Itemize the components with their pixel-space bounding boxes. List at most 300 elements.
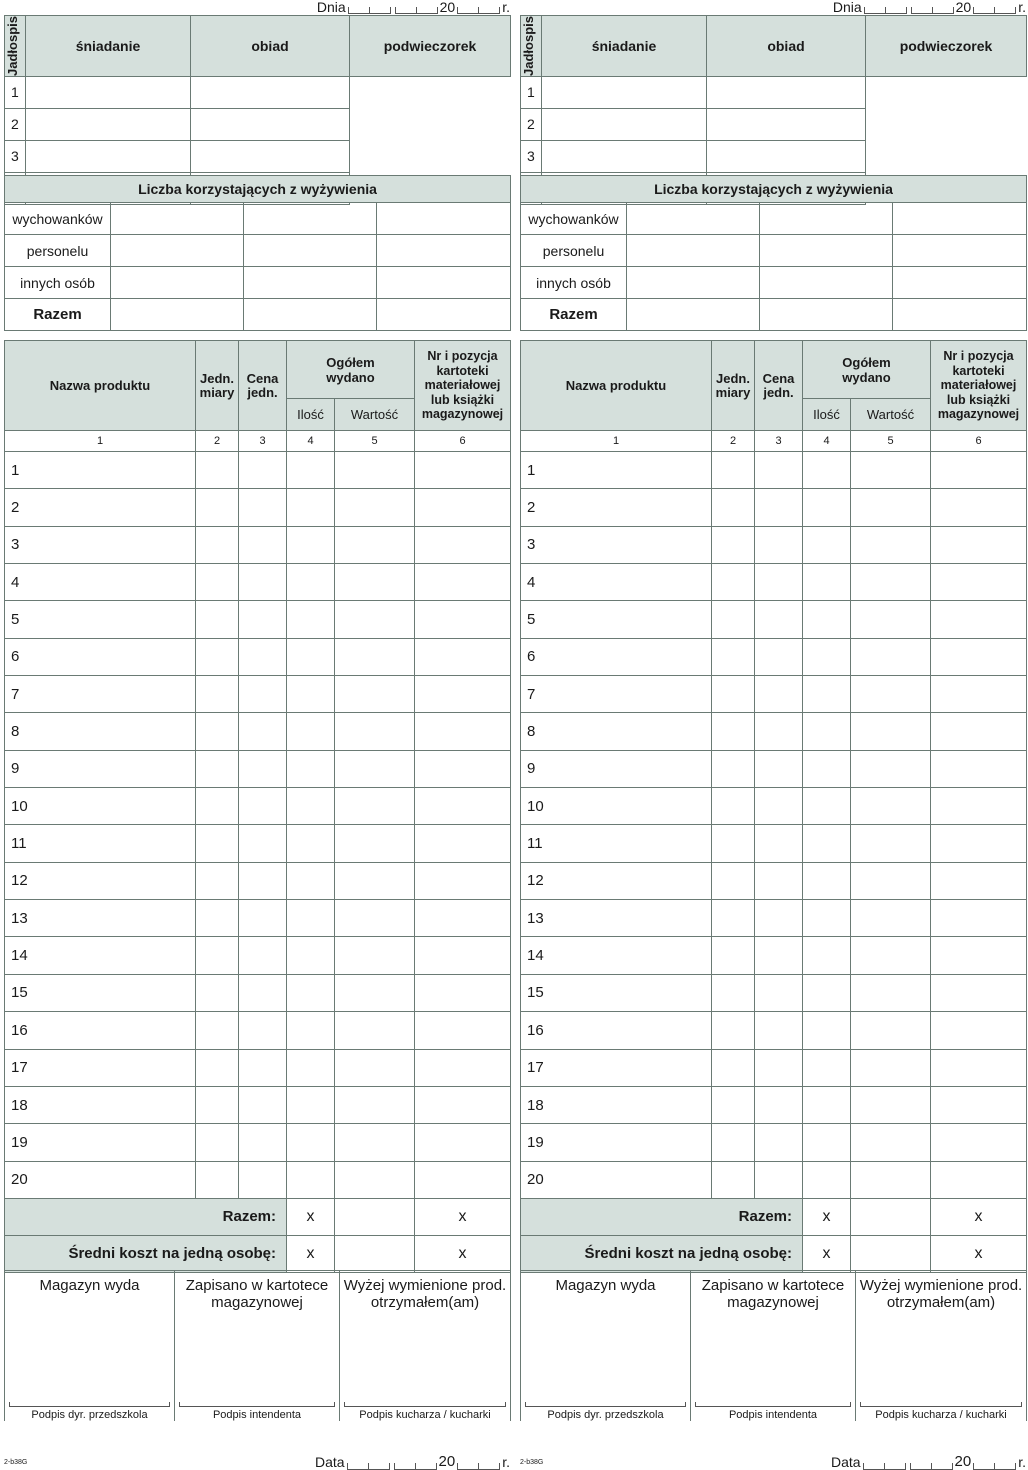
product-cell[interactable] bbox=[415, 526, 511, 563]
footer-day-field[interactable] bbox=[347, 1460, 390, 1470]
product-cell[interactable] bbox=[239, 1161, 287, 1198]
product-cell[interactable] bbox=[851, 1124, 931, 1161]
menu-row-number: 1 bbox=[5, 76, 26, 108]
count-cell[interactable] bbox=[244, 235, 377, 267]
product-row-number: 12 bbox=[5, 862, 196, 899]
product-cell[interactable] bbox=[712, 676, 755, 713]
count-cell[interactable] bbox=[377, 203, 511, 235]
product-cell[interactable] bbox=[415, 1161, 511, 1198]
product-cell[interactable] bbox=[196, 937, 239, 974]
count-cell[interactable] bbox=[627, 299, 760, 331]
product-cell[interactable] bbox=[931, 489, 1027, 526]
product-cell[interactable] bbox=[712, 489, 755, 526]
product-row bbox=[5, 900, 511, 937]
footer-date-suffix: r. bbox=[502, 1454, 510, 1470]
product-cell[interactable] bbox=[851, 937, 931, 974]
product-cell[interactable] bbox=[931, 862, 1027, 899]
product-cell[interactable] bbox=[415, 1086, 511, 1123]
count-cell[interactable] bbox=[627, 267, 760, 299]
product-cell[interactable] bbox=[755, 862, 803, 899]
product-cell[interactable] bbox=[755, 1086, 803, 1123]
product-cell[interactable] bbox=[335, 638, 415, 675]
count-cell[interactable] bbox=[111, 299, 244, 331]
product-cell[interactable] bbox=[287, 1012, 335, 1049]
product-cell[interactable] bbox=[931, 713, 1027, 750]
product-cell[interactable] bbox=[803, 713, 851, 750]
product-cell[interactable] bbox=[335, 937, 415, 974]
menu-cell[interactable] bbox=[26, 108, 191, 140]
count-cell[interactable] bbox=[893, 203, 1027, 235]
product-cell[interactable] bbox=[803, 1124, 851, 1161]
product-cell[interactable] bbox=[196, 1124, 239, 1161]
footer-date-century: 20 bbox=[954, 1453, 972, 1470]
product-cell[interactable] bbox=[712, 564, 755, 601]
product-cell[interactable] bbox=[712, 825, 755, 862]
product-cell[interactable] bbox=[335, 1161, 415, 1198]
product-cell[interactable] bbox=[755, 1012, 803, 1049]
product-cell[interactable] bbox=[196, 526, 239, 563]
signature-caption: Podpis kucharza / kucharki bbox=[875, 1408, 1007, 1421]
product-cell[interactable] bbox=[851, 713, 931, 750]
menu-cell[interactable] bbox=[542, 76, 707, 108]
product-cell[interactable] bbox=[335, 564, 415, 601]
product-cell[interactable] bbox=[335, 1012, 415, 1049]
product-cell[interactable] bbox=[755, 900, 803, 937]
product-cell[interactable] bbox=[335, 489, 415, 526]
product-cell[interactable] bbox=[287, 825, 335, 862]
product-cell[interactable] bbox=[712, 452, 755, 489]
product-cell[interactable] bbox=[851, 900, 931, 937]
product-cell[interactable] bbox=[931, 1049, 1027, 1086]
product-cell[interactable] bbox=[712, 1086, 755, 1123]
product-cell[interactable] bbox=[239, 526, 287, 563]
product-cell[interactable] bbox=[239, 937, 287, 974]
product-cell[interactable] bbox=[755, 526, 803, 563]
product-cell[interactable] bbox=[851, 1086, 931, 1123]
product-cell[interactable] bbox=[931, 452, 1027, 489]
product-cell[interactable] bbox=[239, 974, 287, 1011]
product-cell[interactable] bbox=[851, 452, 931, 489]
col-product-name: Nazwa produktu bbox=[521, 341, 712, 431]
product-cell[interactable] bbox=[851, 1161, 931, 1198]
product-cell[interactable] bbox=[287, 489, 335, 526]
count-cell[interactable] bbox=[111, 235, 244, 267]
product-cell[interactable] bbox=[239, 713, 287, 750]
product-cell[interactable] bbox=[851, 676, 931, 713]
product-cell[interactable] bbox=[335, 1086, 415, 1123]
product-cell[interactable] bbox=[415, 788, 511, 825]
count-cell[interactable] bbox=[627, 235, 760, 267]
product-cell[interactable] bbox=[287, 1161, 335, 1198]
product-cell[interactable] bbox=[239, 1124, 287, 1161]
product-cell[interactable] bbox=[803, 974, 851, 1011]
count-cell[interactable] bbox=[244, 299, 377, 331]
product-cell[interactable] bbox=[803, 750, 851, 787]
product-cell[interactable] bbox=[335, 526, 415, 563]
product-cell[interactable] bbox=[196, 452, 239, 489]
signature-box[interactable] bbox=[521, 1271, 691, 1421]
product-cell[interactable] bbox=[931, 825, 1027, 862]
product-cell[interactable] bbox=[803, 937, 851, 974]
column-number: 5 bbox=[335, 431, 415, 452]
product-row bbox=[5, 974, 511, 1011]
product-cell[interactable] bbox=[415, 750, 511, 787]
avg-value-cell[interactable] bbox=[851, 1235, 931, 1272]
product-cell[interactable] bbox=[196, 1086, 239, 1123]
column-number: 6 bbox=[931, 431, 1027, 452]
signature-box[interactable] bbox=[5, 1271, 175, 1421]
product-cell[interactable] bbox=[755, 937, 803, 974]
product-cell[interactable] bbox=[196, 489, 239, 526]
product-cell[interactable] bbox=[415, 1012, 511, 1049]
product-cell[interactable] bbox=[851, 564, 931, 601]
product-cell[interactable] bbox=[196, 713, 239, 750]
menu-cell[interactable] bbox=[707, 76, 866, 108]
product-row-number: 4 bbox=[5, 564, 196, 601]
product-cell[interactable] bbox=[239, 638, 287, 675]
product-cell[interactable] bbox=[803, 1086, 851, 1123]
signature-box[interactable] bbox=[856, 1271, 1027, 1421]
product-cell[interactable] bbox=[712, 974, 755, 1011]
count-cell[interactable] bbox=[377, 299, 511, 331]
count-cell[interactable] bbox=[244, 267, 377, 299]
product-cell[interactable] bbox=[415, 900, 511, 937]
product-cell[interactable] bbox=[287, 1086, 335, 1123]
count-cell[interactable] bbox=[111, 203, 244, 235]
signature-box[interactable] bbox=[340, 1271, 511, 1421]
product-cell[interactable] bbox=[415, 452, 511, 489]
product-cell[interactable] bbox=[851, 601, 931, 638]
product-cell[interactable] bbox=[755, 489, 803, 526]
product-cell[interactable] bbox=[196, 676, 239, 713]
product-row bbox=[5, 750, 511, 787]
product-cell[interactable] bbox=[415, 713, 511, 750]
product-cell[interactable] bbox=[931, 750, 1027, 787]
menu-row-number: 3 bbox=[5, 140, 26, 172]
product-cell[interactable] bbox=[755, 638, 803, 675]
product-row bbox=[521, 564, 1027, 601]
product-cell[interactable] bbox=[287, 713, 335, 750]
product-cell[interactable] bbox=[755, 713, 803, 750]
product-cell[interactable] bbox=[755, 1049, 803, 1086]
product-cell[interactable] bbox=[335, 900, 415, 937]
product-cell[interactable] bbox=[196, 825, 239, 862]
year-field[interactable] bbox=[457, 4, 500, 14]
product-cell[interactable] bbox=[287, 526, 335, 563]
count-cell[interactable] bbox=[760, 235, 893, 267]
product-row-number: 15 bbox=[5, 974, 196, 1011]
product-cell[interactable] bbox=[712, 1161, 755, 1198]
product-cell[interactable] bbox=[712, 526, 755, 563]
product-cell[interactable] bbox=[851, 974, 931, 1011]
product-cell[interactable] bbox=[415, 974, 511, 1011]
product-cell[interactable] bbox=[803, 489, 851, 526]
product-cell[interactable] bbox=[803, 862, 851, 899]
product-cell[interactable] bbox=[931, 1086, 1027, 1123]
product-row bbox=[521, 676, 1027, 713]
product-cell[interactable] bbox=[335, 452, 415, 489]
product-row bbox=[521, 825, 1027, 862]
product-cell[interactable] bbox=[712, 788, 755, 825]
product-cell[interactable] bbox=[931, 638, 1027, 675]
product-cell[interactable] bbox=[931, 676, 1027, 713]
sum-label: Razem: bbox=[5, 1198, 287, 1235]
menu-side-label-cell bbox=[5, 16, 26, 77]
product-cell[interactable] bbox=[239, 1086, 287, 1123]
product-cell[interactable] bbox=[755, 452, 803, 489]
product-cell[interactable] bbox=[335, 825, 415, 862]
footer-year-field[interactable] bbox=[973, 1460, 1016, 1470]
avg-value-cell[interactable] bbox=[335, 1235, 415, 1272]
menu-cell[interactable] bbox=[191, 76, 350, 108]
product-cell[interactable] bbox=[931, 564, 1027, 601]
product-cell[interactable] bbox=[712, 900, 755, 937]
product-cell[interactable] bbox=[287, 788, 335, 825]
product-cell[interactable] bbox=[196, 788, 239, 825]
product-cell[interactable] bbox=[755, 974, 803, 1011]
product-cell[interactable] bbox=[196, 638, 239, 675]
product-cell[interactable] bbox=[851, 788, 931, 825]
product-cell[interactable] bbox=[755, 1124, 803, 1161]
product-cell[interactable] bbox=[803, 825, 851, 862]
product-cell[interactable] bbox=[712, 638, 755, 675]
day-field[interactable] bbox=[348, 4, 391, 14]
product-cell[interactable] bbox=[239, 825, 287, 862]
product-cell[interactable] bbox=[239, 452, 287, 489]
menu-side-label: Jadłospis bbox=[5, 16, 20, 76]
product-cell[interactable] bbox=[712, 862, 755, 899]
product-cell[interactable] bbox=[803, 638, 851, 675]
product-cell[interactable] bbox=[851, 489, 931, 526]
menu-cell[interactable] bbox=[707, 108, 866, 140]
count-cell[interactable] bbox=[893, 267, 1027, 299]
product-cell[interactable] bbox=[803, 526, 851, 563]
product-cell[interactable] bbox=[335, 862, 415, 899]
product-cell[interactable] bbox=[755, 825, 803, 862]
product-cell[interactable] bbox=[335, 974, 415, 1011]
menu-cell[interactable] bbox=[707, 140, 866, 172]
product-cell[interactable] bbox=[803, 1049, 851, 1086]
product-cell[interactable] bbox=[415, 1124, 511, 1161]
product-cell[interactable] bbox=[931, 937, 1027, 974]
product-cell[interactable] bbox=[335, 1124, 415, 1161]
col-total-issued: Ogółem wydano bbox=[803, 341, 931, 399]
form-copy bbox=[4, 0, 510, 1470]
product-cell[interactable] bbox=[931, 1124, 1027, 1161]
product-cell[interactable] bbox=[196, 1161, 239, 1198]
product-row-number: 4 bbox=[521, 564, 712, 601]
product-cell[interactable] bbox=[239, 564, 287, 601]
product-cell[interactable] bbox=[755, 676, 803, 713]
footer-month-field[interactable] bbox=[910, 1460, 953, 1470]
menu-cell[interactable] bbox=[191, 140, 350, 172]
product-cell[interactable] bbox=[335, 1049, 415, 1086]
product-cell[interactable] bbox=[239, 1012, 287, 1049]
signature-line bbox=[344, 1402, 506, 1407]
column-number: 3 bbox=[755, 431, 803, 452]
product-cell[interactable] bbox=[335, 601, 415, 638]
count-cell[interactable] bbox=[760, 267, 893, 299]
product-cell[interactable] bbox=[287, 750, 335, 787]
product-cell[interactable] bbox=[755, 1161, 803, 1198]
product-cell[interactable] bbox=[803, 1161, 851, 1198]
product-cell[interactable] bbox=[415, 1049, 511, 1086]
day-field[interactable] bbox=[864, 4, 907, 14]
product-cell[interactable] bbox=[851, 1049, 931, 1086]
product-cell[interactable] bbox=[196, 974, 239, 1011]
menu-cell[interactable] bbox=[26, 140, 191, 172]
product-cell[interactable] bbox=[415, 601, 511, 638]
product-cell[interactable] bbox=[239, 676, 287, 713]
product-cell[interactable] bbox=[931, 1161, 1027, 1198]
product-cell[interactable] bbox=[335, 676, 415, 713]
footer-month-field[interactable] bbox=[394, 1460, 437, 1470]
product-cell[interactable] bbox=[287, 676, 335, 713]
product-cell[interactable] bbox=[851, 862, 931, 899]
x-mark: x bbox=[803, 1198, 851, 1235]
product-cell[interactable] bbox=[712, 750, 755, 787]
product-cell[interactable] bbox=[712, 1012, 755, 1049]
product-cell[interactable] bbox=[287, 900, 335, 937]
product-cell[interactable] bbox=[287, 1124, 335, 1161]
count-cell[interactable] bbox=[893, 299, 1027, 331]
product-row-number: 3 bbox=[5, 526, 196, 563]
count-cell[interactable] bbox=[377, 267, 511, 299]
product-cell[interactable] bbox=[803, 564, 851, 601]
product-cell[interactable] bbox=[803, 900, 851, 937]
column-number: 2 bbox=[196, 431, 239, 452]
product-cell[interactable] bbox=[755, 788, 803, 825]
product-cell[interactable] bbox=[287, 1049, 335, 1086]
products-table bbox=[520, 340, 1027, 1273]
product-cell[interactable] bbox=[287, 564, 335, 601]
product-cell[interactable] bbox=[851, 638, 931, 675]
footer-day-field[interactable] bbox=[863, 1460, 906, 1470]
count-cell[interactable] bbox=[377, 235, 511, 267]
product-cell[interactable] bbox=[755, 601, 803, 638]
product-cell[interactable] bbox=[803, 452, 851, 489]
product-cell[interactable] bbox=[755, 564, 803, 601]
counts-title: Liczba korzystających z wyżywienia bbox=[521, 176, 1027, 203]
product-cell[interactable] bbox=[803, 1012, 851, 1049]
column-number: 6 bbox=[415, 431, 511, 452]
signature-box[interactable] bbox=[691, 1271, 856, 1421]
product-cell[interactable] bbox=[196, 601, 239, 638]
product-cell[interactable] bbox=[287, 601, 335, 638]
product-cell[interactable] bbox=[415, 489, 511, 526]
count-cell[interactable] bbox=[244, 203, 377, 235]
menu-cell[interactable] bbox=[26, 76, 191, 108]
product-cell[interactable] bbox=[415, 564, 511, 601]
product-cell[interactable] bbox=[287, 452, 335, 489]
month-field[interactable] bbox=[395, 4, 438, 14]
product-cell[interactable] bbox=[239, 1049, 287, 1086]
product-cell[interactable] bbox=[196, 1012, 239, 1049]
product-cell[interactable] bbox=[335, 750, 415, 787]
month-field[interactable] bbox=[911, 4, 954, 14]
product-cell[interactable] bbox=[415, 937, 511, 974]
product-cell[interactable] bbox=[712, 1049, 755, 1086]
product-cell[interactable] bbox=[415, 676, 511, 713]
product-row-number: 3 bbox=[521, 526, 712, 563]
count-cell[interactable] bbox=[627, 203, 760, 235]
product-cell[interactable] bbox=[931, 1012, 1027, 1049]
product-cell[interactable] bbox=[415, 825, 511, 862]
count-cell[interactable] bbox=[760, 299, 893, 331]
sum-value-cell[interactable] bbox=[851, 1198, 931, 1235]
form-code: 2-b38G bbox=[520, 1459, 544, 1466]
menu-side-label: Jadłospis bbox=[521, 16, 536, 76]
product-row bbox=[521, 1012, 1027, 1049]
product-cell[interactable] bbox=[712, 713, 755, 750]
product-cell[interactable] bbox=[803, 676, 851, 713]
product-cell[interactable] bbox=[712, 1124, 755, 1161]
year-field[interactable] bbox=[973, 4, 1016, 14]
product-cell[interactable] bbox=[239, 788, 287, 825]
product-cell[interactable] bbox=[415, 862, 511, 899]
product-cell[interactable] bbox=[803, 601, 851, 638]
product-cell[interactable] bbox=[335, 713, 415, 750]
product-cell[interactable] bbox=[196, 1049, 239, 1086]
product-cell[interactable] bbox=[712, 937, 755, 974]
product-cell[interactable] bbox=[851, 825, 931, 862]
counts-title: Liczba korzystających z wyżywienia bbox=[5, 176, 511, 203]
product-cell[interactable] bbox=[239, 750, 287, 787]
product-cell[interactable] bbox=[803, 788, 851, 825]
count-cell[interactable] bbox=[111, 267, 244, 299]
product-row bbox=[5, 526, 511, 563]
form-copy bbox=[520, 0, 1026, 1470]
footer-year-field[interactable] bbox=[457, 1460, 500, 1470]
footer-date-label: Data bbox=[830, 1454, 861, 1470]
product-cell[interactable] bbox=[239, 489, 287, 526]
product-cell[interactable] bbox=[931, 900, 1027, 937]
product-cell[interactable] bbox=[931, 974, 1027, 1011]
product-cell[interactable] bbox=[335, 788, 415, 825]
product-cell[interactable] bbox=[196, 862, 239, 899]
product-cell[interactable] bbox=[287, 937, 335, 974]
menu-cell[interactable] bbox=[542, 108, 707, 140]
product-cell[interactable] bbox=[415, 638, 511, 675]
product-cell[interactable] bbox=[931, 788, 1027, 825]
product-cell[interactable] bbox=[851, 750, 931, 787]
product-row-number: 11 bbox=[5, 825, 196, 862]
product-cell[interactable] bbox=[196, 750, 239, 787]
menu-cell[interactable] bbox=[191, 108, 350, 140]
product-cell[interactable] bbox=[755, 750, 803, 787]
product-cell[interactable] bbox=[239, 900, 287, 937]
product-cell[interactable] bbox=[851, 526, 931, 563]
product-cell[interactable] bbox=[196, 900, 239, 937]
product-cell[interactable] bbox=[931, 601, 1027, 638]
product-cell[interactable] bbox=[239, 601, 287, 638]
product-cell[interactable] bbox=[931, 526, 1027, 563]
count-cell[interactable] bbox=[893, 235, 1027, 267]
product-cell[interactable] bbox=[287, 974, 335, 1011]
count-cell[interactable] bbox=[760, 203, 893, 235]
product-row-number: 19 bbox=[5, 1124, 196, 1161]
product-cell[interactable] bbox=[851, 1012, 931, 1049]
menu-cell[interactable] bbox=[542, 140, 707, 172]
signature-box[interactable] bbox=[175, 1271, 340, 1421]
product-cell[interactable] bbox=[287, 638, 335, 675]
product-cell[interactable] bbox=[287, 862, 335, 899]
product-cell[interactable] bbox=[239, 862, 287, 899]
product-cell[interactable] bbox=[196, 564, 239, 601]
product-cell[interactable] bbox=[712, 601, 755, 638]
product-row-number: 20 bbox=[521, 1161, 712, 1198]
sum-value-cell[interactable] bbox=[335, 1198, 415, 1235]
